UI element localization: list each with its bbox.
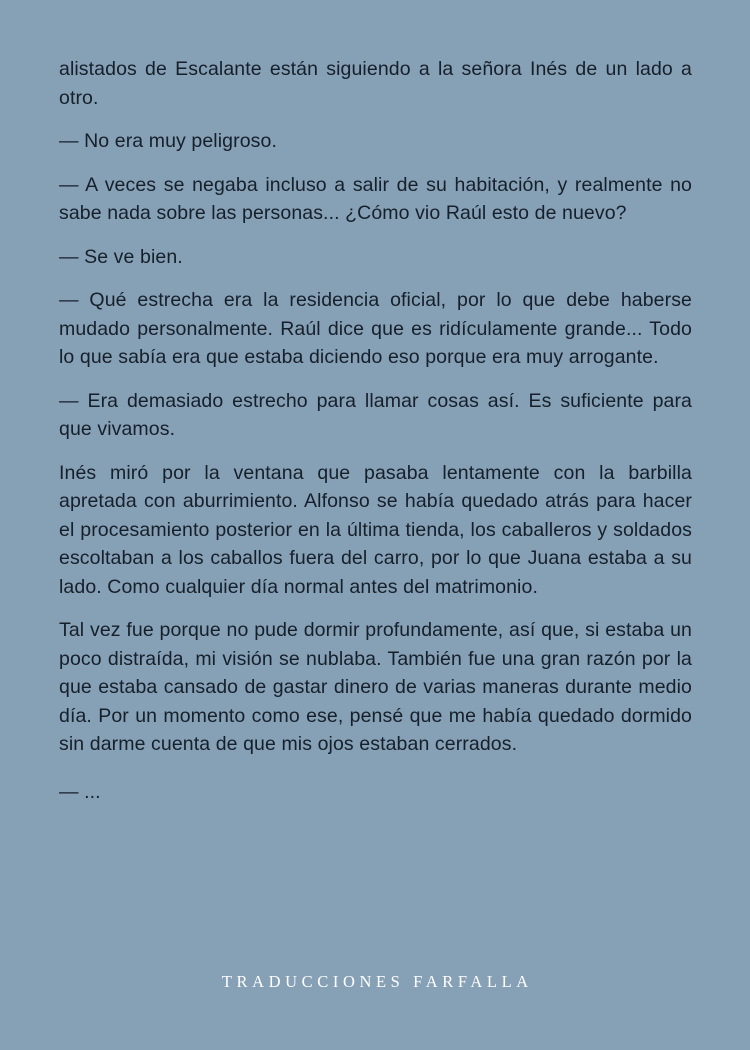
dialogue-line: — A veces se negaba incluso a salir de su habitación, y realmente no sabe nada sobre las personas... ¿Cómo vio Raúl esto de nuevo? [59, 173, 692, 224]
body-text-column [59, 55, 692, 821]
paragraph: Tal vez fue porque no pude dormir profundamente, así que, si estaba un poco distraída, mi visión se nublaba. También fue una gran razón por la que estaba cansado de gastar dinero de varias maneras durante medio día. Por un momento como ese, pensé que me había quedado dormido sin darme cuenta de que mis ojos estaban cerrados. [59, 619, 692, 755]
dialogue-line: — Se ve bien. [59, 245, 183, 268]
footer [0, 972, 750, 992]
dialogue-line-ellipsis: — ... [59, 780, 101, 803]
watermark-text: TRADUCCIONES FARFALLA [221, 972, 533, 991]
dialogue-line: — Era demasiado estrecho para llamar cosas así. Es suficiente para que vivamos. [59, 389, 692, 440]
dialogue-line: — No era muy peligroso. [59, 130, 277, 152]
dialogue-line: — Qué estrecha era la residencia oficial, por lo que debe haberse mudado personalmente. Raúl dice que es ridículamente grande... Todo lo que sabía era que estaba diciendo eso porque era muy arrogante. [59, 289, 692, 368]
paragraph: Inés miró por la ventana que pasaba lentamente con la barbilla apretada con aburrimiento. Alfonso se había quedado atrás para hacer el procesamiento posterior en la última tienda, los caballeros y soldados escoltaban a los caballos fuera del carro, por lo que Juana estaba a su lado. Como cualquier día normal antes del matrimonio. [59, 461, 692, 598]
paragraph: alistados de Escalante están siguiendo a la señora Inés de un lado a otro. [59, 58, 692, 109]
